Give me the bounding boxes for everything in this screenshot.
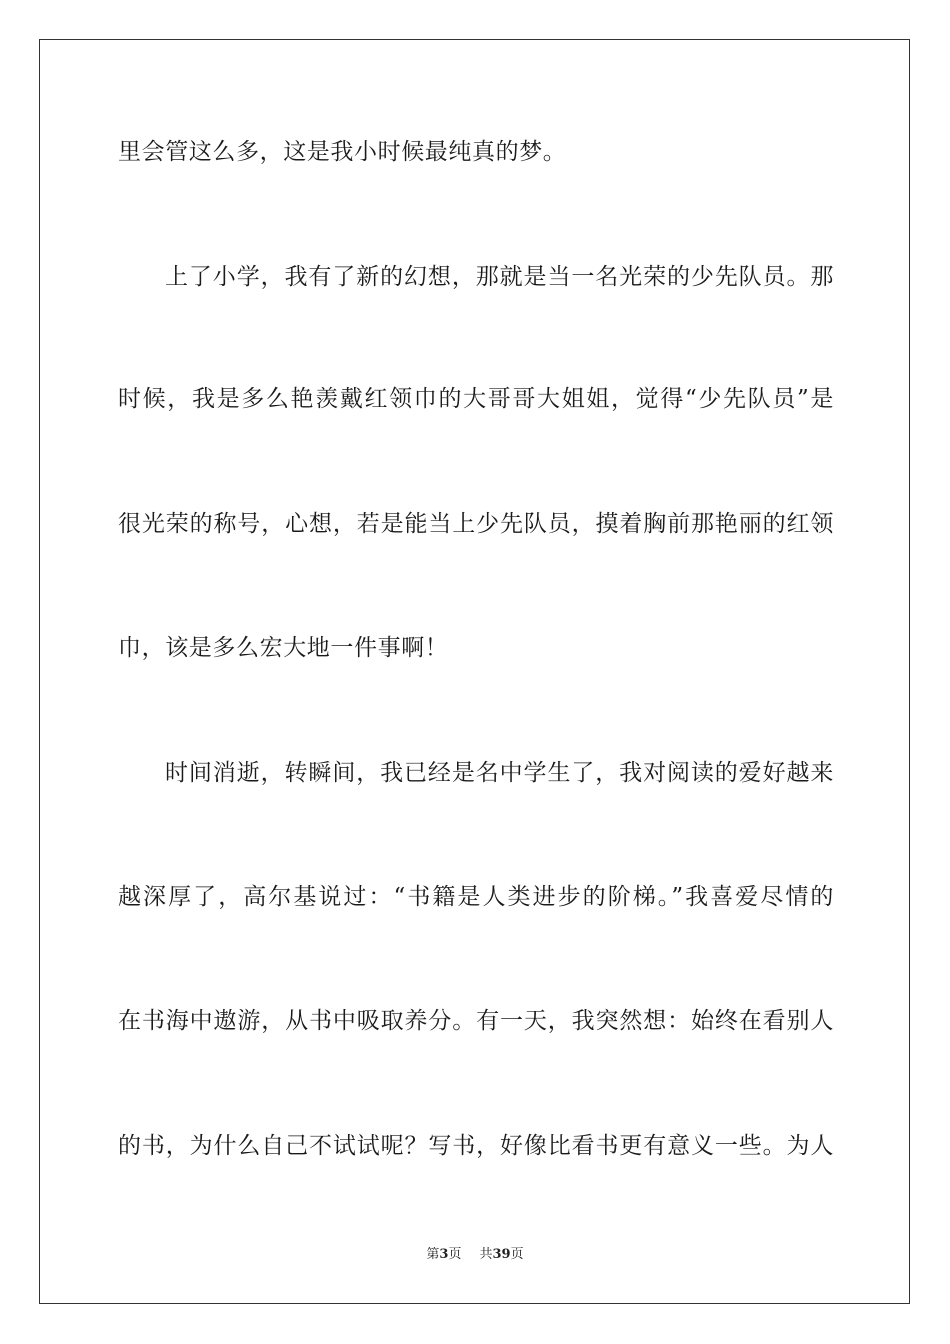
text-line-1: 里会管这么多，这是我小时候最纯真的梦。: [118, 139, 567, 165]
text-line-4: 很光荣的称号，心想，若是能当上少先队员，摸着胸前那艳丽的红领: [118, 511, 834, 537]
page-footer: [0, 1247, 950, 1263]
text-line-8: 在书海中遨游，从书中吸取养分。有一天，我突然想：始终在看别人: [118, 1008, 834, 1034]
text-line-6: 时间消逝，转瞬间，我已经是名中学生了，我对阅读的爱好越来: [165, 760, 834, 786]
text-line-3: 时候，我是多么艳羡戴红领巾的大哥哥大姐姐，觉得“少先队员”是: [118, 386, 834, 412]
footer-page-number: 3: [439, 1247, 449, 1262]
text-line-5: 巾，该是多么宏大地一件事啊！: [118, 635, 449, 661]
text-line-9: 的书，为什么自己不试试呢？写书，好像比看书更有意义一些。为人: [118, 1133, 834, 1159]
footer-total-suffix: 页: [510, 1247, 524, 1262]
text-line-2: 上了小学，我有了新的幻想，那就是当一名光荣的少先队员。那: [165, 264, 834, 290]
text-line-7: 越深厚了，高尔基说过：“书籍是人类进步的阶梯。”我喜爱尽情的: [118, 884, 834, 910]
footer-total-prefix: 共: [479, 1247, 493, 1262]
footer-page-suffix: 页: [448, 1247, 462, 1262]
page-border: [39, 39, 910, 1304]
footer-page-prefix: 第: [426, 1247, 440, 1262]
footer-total-number: 39: [492, 1247, 511, 1262]
